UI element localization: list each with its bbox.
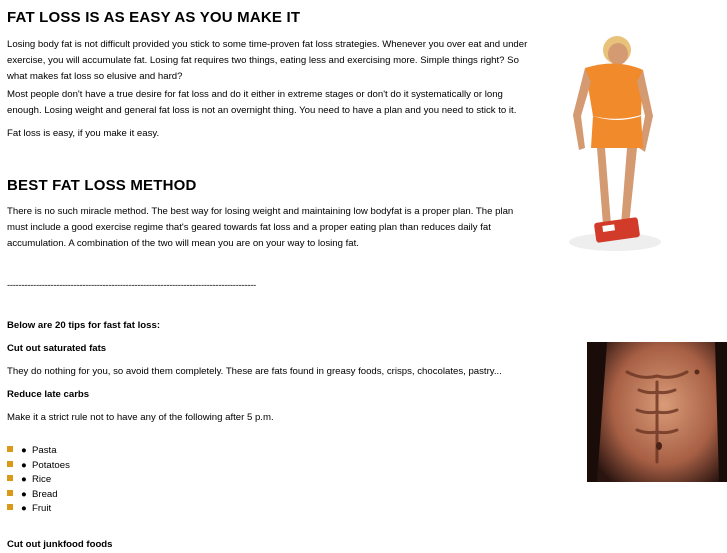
bullet-square-icon	[7, 475, 13, 481]
bullet-square-icon	[7, 461, 13, 467]
divider-line: --------------------------------------------------------------------------------------	[7, 280, 256, 291]
bullet-square-icon	[7, 446, 13, 452]
bullet-square-icon	[7, 504, 13, 510]
bullet-dot-icon: ●	[21, 474, 27, 485]
bullet-dot-icon: ●	[21, 459, 27, 471]
page-title: FAT LOSS IS AS EASY AS YOU MAKE IT	[7, 9, 301, 26]
list-item: ● Potatoes	[7, 459, 70, 474]
list-item: ● Fruit	[7, 502, 70, 517]
carb-list	[7, 444, 70, 517]
bullet-dot-icon: ●	[21, 445, 27, 456]
intro-paragraph-1: Losing body fat is not difficult provided you stick to some time-proven fat loss strategies. Whenever you over eat and under exercise, you will accumulate fat. Losing fat requires two things, eating less and exercising more. Simple things right? So what makes fat loss so elusive and hard?	[7, 39, 528, 82]
list-item: ● Bread	[7, 488, 70, 503]
intro-paragraph-3: Fat loss is easy, if you make it easy.	[7, 128, 160, 139]
list-item: ● Pasta	[7, 444, 70, 459]
method-paragraph: There is no such miracle method. The best way for losing weight and maintaining low bodyfat is a proper plan. The plan must include a good exercise regime that's geared towards fat loss and a proper eating plan than reduces daily fat accumulation. A combination of the two will mean you are on your way to losing fat.	[7, 206, 514, 249]
tip-text-2: Make it a strict rule not to have any of the following after 5 p.m.	[7, 412, 274, 423]
tips-heading: Below are 20 tips for fast fat loss:	[7, 320, 161, 331]
bullet-dot-icon: ●	[21, 503, 27, 514]
tip-text-1: They do nothing for you, so avoid them completely. These are fats found in greasy foods, crisps, chocolates, pastry...	[7, 366, 502, 377]
section-heading-method: BEST FAT LOSS METHOD	[7, 177, 197, 194]
abs-image	[587, 342, 727, 482]
bullet-square-icon	[7, 490, 13, 496]
bullet-dot-icon: ●	[21, 488, 27, 500]
list-item: ● Rice	[7, 473, 70, 488]
tip-title-1: Cut out saturated fats	[7, 343, 107, 354]
tip-title-2: Reduce late carbs	[7, 389, 90, 400]
intro-paragraph-2: Most people don't have a true desire for fat loss and do it either in extreme stages or don't do it systematically or long enough. Losing weight and general fat loss is not an overnight thing. You need to have a plan and you need to stick to it.	[7, 89, 517, 116]
woman-on-scale-image	[545, 20, 685, 260]
tip-title-3: Cut out junkfood foods	[7, 539, 113, 550]
